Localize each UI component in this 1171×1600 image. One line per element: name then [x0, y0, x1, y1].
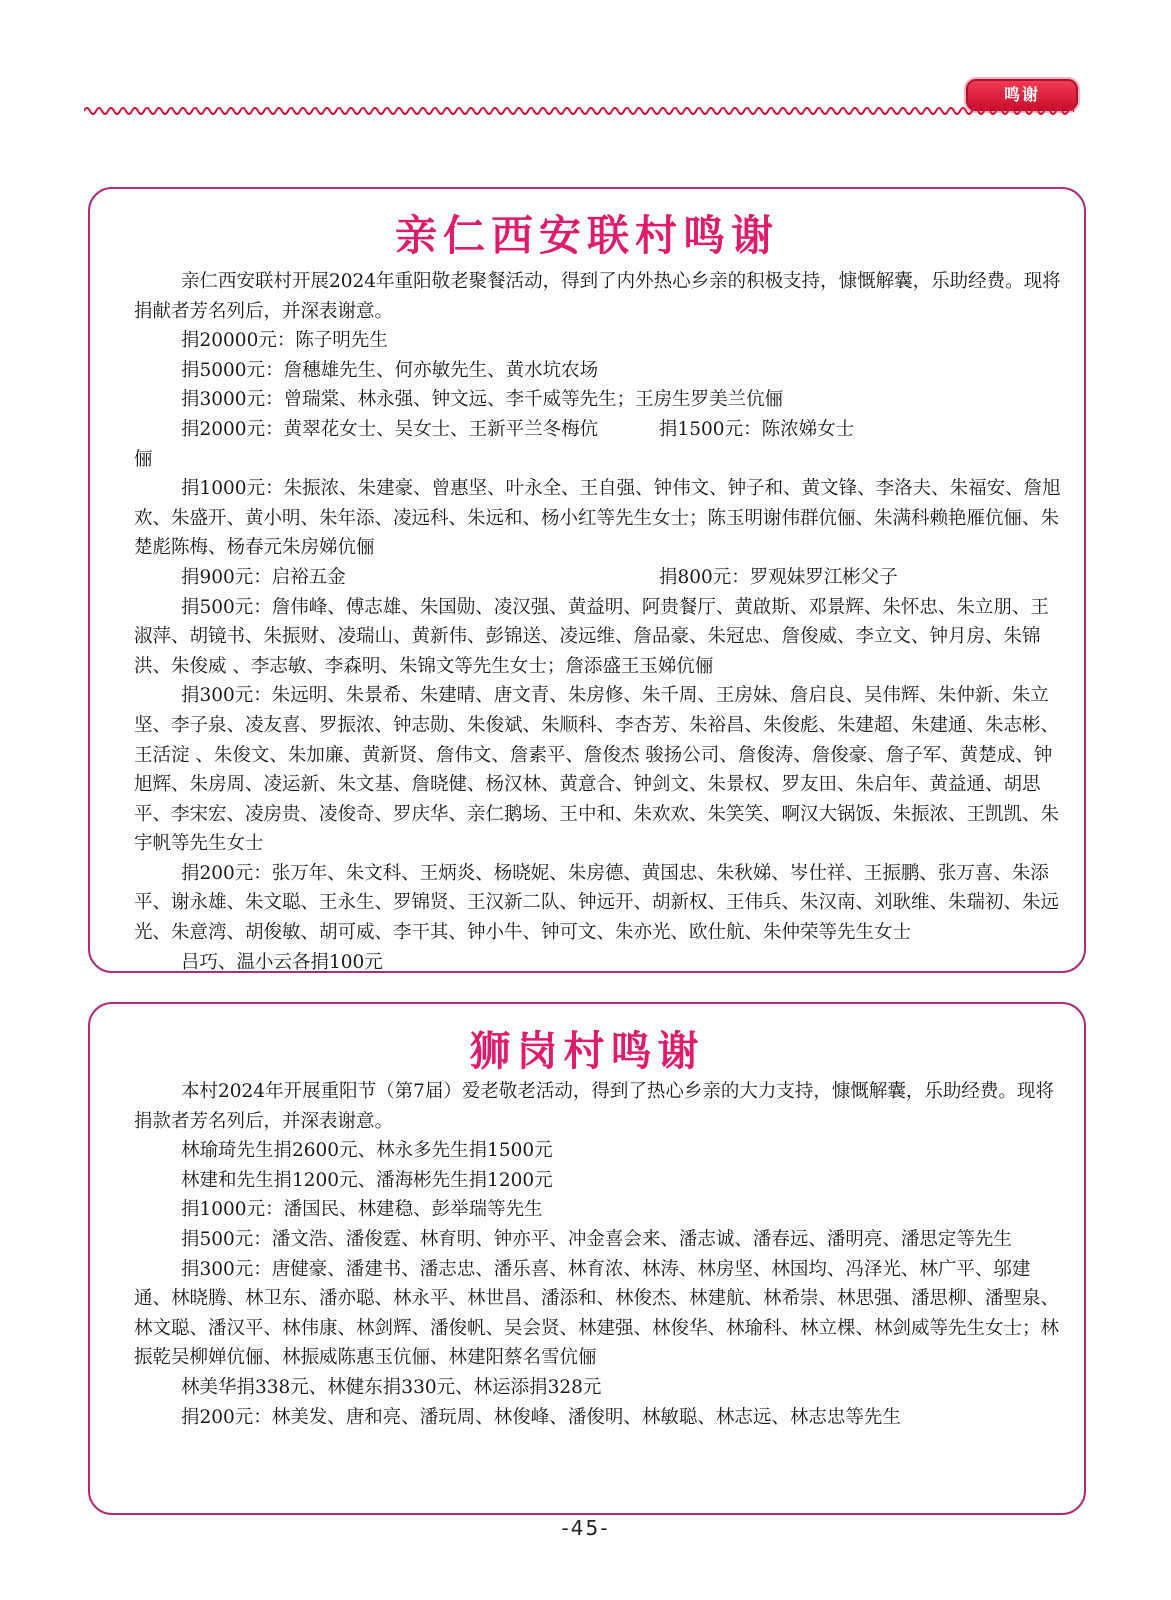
card-title: 狮岗村鸣谢	[469, 1027, 705, 1075]
donation-1500: 捐1500元：陈浓娣女士	[659, 418, 855, 440]
donation-2000-1500-row	[134, 415, 1064, 474]
section-tab: 鸣谢	[966, 79, 1078, 111]
donation-300: 捐300元：唐健豪、潘建书、潘志忠、潘乐喜、林育浓、林涛、林房坚、林国均、冯泽光、林广平、邬建通、林晓腾、林卫东、潘亦聪、林永平、林世昌、潘添和、林俊杰、林建航、林希崇、林思强、潘思柳、潘聖泉、林文聪、潘汉平、林伟康、林剑辉、潘俊帆、吴会贤、林建强、林俊华、林瑜科、林立棵、林剑威等先生女士；林振乾吴柳婵伉俪、林振威陈惠玉伉俪、林建阳蔡名雪伉俪	[134, 1258, 1060, 1369]
decorative-wave-rule	[84, 103, 1074, 119]
donation-2000: 捐2000元：黄翠花女士、吴女士、王新平兰冬梅伉俪	[134, 418, 599, 470]
donation-800: 捐800元：罗观妹罗江彬父子	[659, 566, 898, 588]
donation-100: 吕巧、温小云各捐100元	[181, 951, 383, 973]
donation-3000: 捐3000元：曾瑞棠、林永强、钟文远、李千威等先生；王房生罗美兰伉俪	[181, 389, 784, 411]
donation-900-800-row	[134, 563, 1064, 593]
donation-line: 林美华捐338元、林健东捐330元、林运添捐328元	[181, 1376, 602, 1398]
intro-paragraph: 本村2024年开展重阳节（第7届）爱老敬老活动，得到了热心乡亲的大力支持，慷慨解囊，乐助经费。现将捐款者芳名列后，并深表谢意。	[134, 1081, 1054, 1132]
page-number: -45-	[561, 1516, 610, 1540]
donation-900: 捐900元：启裕五金	[181, 566, 346, 588]
donation-20000: 捐20000元：陈子明先生	[181, 330, 388, 352]
intro-paragraph: 亲仁西安联村开展2024年重阳敬老聚餐活动，得到了内外热心乡亲的积极支持，慷慨解囊，乐助经费。现将捐献者芳名列后，并深表谢意。	[134, 271, 1061, 322]
donation-200: 捐200元：张万年、朱文科、王炳炎、杨晓妮、朱房德、黄国忠、朱秋娣、岑仕祥、王振鹏、张万喜、朱添平、谢永雄、朱文聪、王永生、罗锦贤、王汉新二队、钟远开、胡新权、王伟兵、朱汉南、刘耿维、朱瑞初、朱远光、朱意湾、胡俊敏、胡可威、李干其、钟小牛、钟可文、朱亦光、欧仕航、朱仲荣等先生女士	[134, 862, 1060, 944]
card-body	[134, 1077, 1064, 1432]
donation-500: 捐500元：詹伟峰、傅志雄、朱国勋、凌汉强、黄益明、阿贵餐厅、黄啟斯、邓景辉、朱怀忠、朱立朋、王淑萍、胡镜书、朱振财、凌瑞山、黄新伟、彭锦送、凌远维、詹品豪、朱冠忠、詹俊威、李立文、钟月房、朱锦洪、朱俊威 、李志敏、李森明、朱锦文等先生女士；詹添盛王玉娣伉俪	[134, 596, 1049, 677]
acknowledgement-card-shigang	[88, 1002, 1086, 1515]
donation-500: 捐500元：潘文浩、潘俊霆、林育明、钟亦平、冲金喜会来、潘志诚、潘春远、潘明亮、潘思定等先生	[181, 1228, 1012, 1250]
acknowledgement-card-qinren	[88, 187, 1086, 973]
card-body	[134, 267, 1064, 977]
donation-1000: 捐1000元：朱振浓、朱建豪、曾惠坚、叶永全、王自强、钟伟文、钟子和、黄文锋、李洛夫、朱福安、詹旭欢、朱盛开、黄小明、朱年添、凌远科、朱远和、杨小红等先生女士；陈玉明谢伟群伉俪、朱满科赖艳雁伉俪、朱楚彪陈梅、杨春元朱房娣伉俪	[134, 478, 1061, 559]
donation-line: 林建和先生捐1200元、潘海彬先生捐1200元	[181, 1169, 553, 1191]
donation-200: 捐200元：林美发、唐和亮、潘玩周、林俊峰、潘俊明、林敏聪、林志远、林志忠等先生	[181, 1406, 901, 1428]
donation-5000: 捐5000元：詹穗雄先生、何亦敏先生、黄水坑农场	[181, 359, 599, 381]
donation-1000: 捐1000元：潘国民、林建稳、彭举瑞等先生	[181, 1199, 543, 1221]
donation-line: 林瑜琦先生捐2600元、林永多先生捐1500元	[181, 1140, 553, 1162]
card-title: 亲仁西安联村鸣谢	[394, 211, 779, 260]
donation-300: 捐300元：朱远明、朱景希、朱建晴、唐文青、朱房修、朱千周、王房妹、詹启良、吴伟辉、朱仲新、朱立坚、李子泉、凌友喜、罗振浓、钟志勋、朱俊斌、朱顺科、李杏芳、朱裕昌、朱俊彪、朱建超、朱建通、朱志彬、王活淀 、朱俊文、朱加廉、黄新贤、詹伟文、詹素平、詹俊杰 骏扬公司、詹俊涛、詹俊豪、詹子军、黄楚成、钟旭辉、朱房周、凌运新、朱文基、詹晓健、杨汉林、黄意合、钟剑文、朱景权、罗友田、朱启年、黄益通、胡思平、李宋宏、凌房贵、凌俊奇、罗庆华、亲仁鹅场、王中和、朱欢欢、朱笑笑、啊汉大锅饭、朱振浓、王凯凯、朱宇帆等先生女士	[134, 685, 1060, 855]
